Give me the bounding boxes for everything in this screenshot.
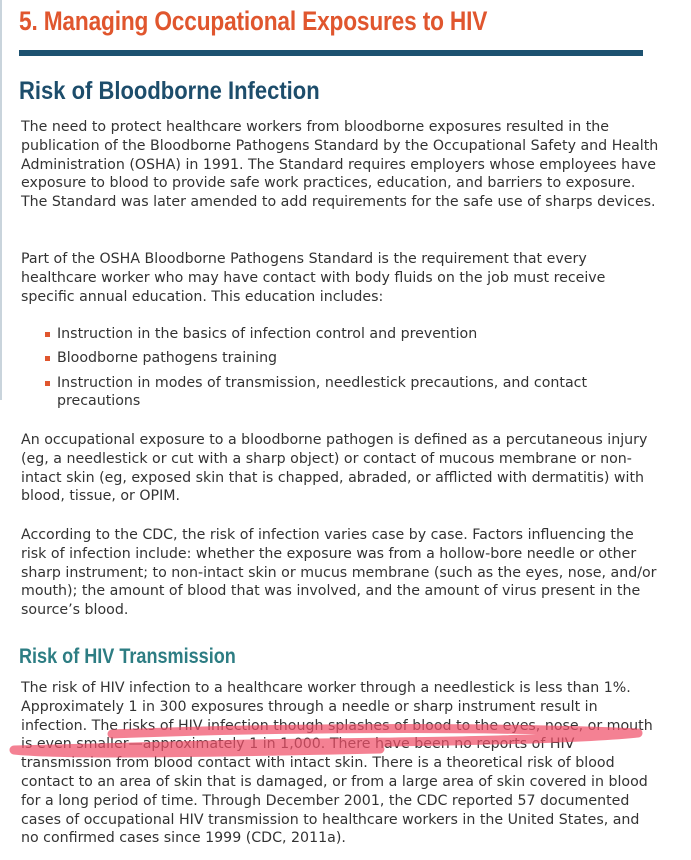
paragraph-hiv-risk: The risk of HIV infection to a healthcare worker through a needlestick is less than 1%. Approximately 1 in 300 exposures through a needle or sharp instrument result in infection. The risks of HIV infection though splashes of blood to the eyes, nose, or mouth is even smaller—approximately 1 in 1,000. There have been no reports of HIV transmission from blood contact with intact skin. There is a theoretical risk of blood contact to an area of skin that is damaged, or from a large area of skin covered in blood for a long period of time. Through December 2001, the CDC reported 57 documented cases of occupational HIV transmission to healthcare workers in the United States, and no confirmed cases since 1999 (CDC, 2011a).	[21, 680, 653, 847]
list-item: Instruction in modes of transmission, needlestick precautions, and contact precautions	[45, 374, 645, 412]
paragraph-occupational-exposure: An occupational exposure to a bloodborne pathogen is defined as a percutaneous injury (eg, a needlestick or cut with a sharp object) or contact of mucous membrane or non-intact skin (eg, exposed skin that is chapped, abraded, or afflicted with dermatitis) with blood, tissue, or OPIM.	[21, 432, 648, 505]
paragraph-osha-standard: The need to protect healthcare workers from bloodborne exposures resulted in the publication of the Bloodborne Pathogens Standard by the Occupational Safety and Health Administration (OSHA) in 1991. The Standard requires employers whose employees have exposure to blood to provide safe work practices, education, and barriers to exposure. The Standard was later amended to add requirements for the safe use of sharps devices.	[21, 119, 659, 211]
paragraph-cdc-risk-factors: According to the CDC, the risk of infection varies case by case. Factors influencing the risk of infection include: whether the exposure was from a hollow-bore needle or other sharp instrument; to non-intact skin or mucus membrane (such as the eyes, nose, and/or mouth); the amount of blood that was involved, and the amount of virus present in the source’s blood.	[21, 527, 657, 619]
chapter-title: 5. Managing Occupational Exposures to HIV	[19, 6, 488, 36]
square-bullet-icon	[45, 381, 50, 386]
section-heading-bloodborne: Risk of Bloodborne Infection	[19, 77, 320, 105]
square-bullet-icon	[45, 356, 50, 361]
square-bullet-icon	[45, 332, 50, 337]
education-list	[45, 325, 645, 417]
title-underline-bar	[19, 50, 643, 56]
list-item: Bloodborne pathogens training	[45, 349, 645, 368]
list-item: Instruction in the basics of infection control and prevention	[45, 325, 645, 344]
left-margin-rule	[0, 0, 2, 400]
section-heading-hiv-transmission: Risk of HIV Transmission	[19, 645, 236, 668]
paragraph-annual-education: Part of the OSHA Bloodborne Pathogens Standard is the requirement that every healthcare worker who may have contact with body fluids on the job must receive specific annual education. This education includes:	[21, 251, 606, 305]
